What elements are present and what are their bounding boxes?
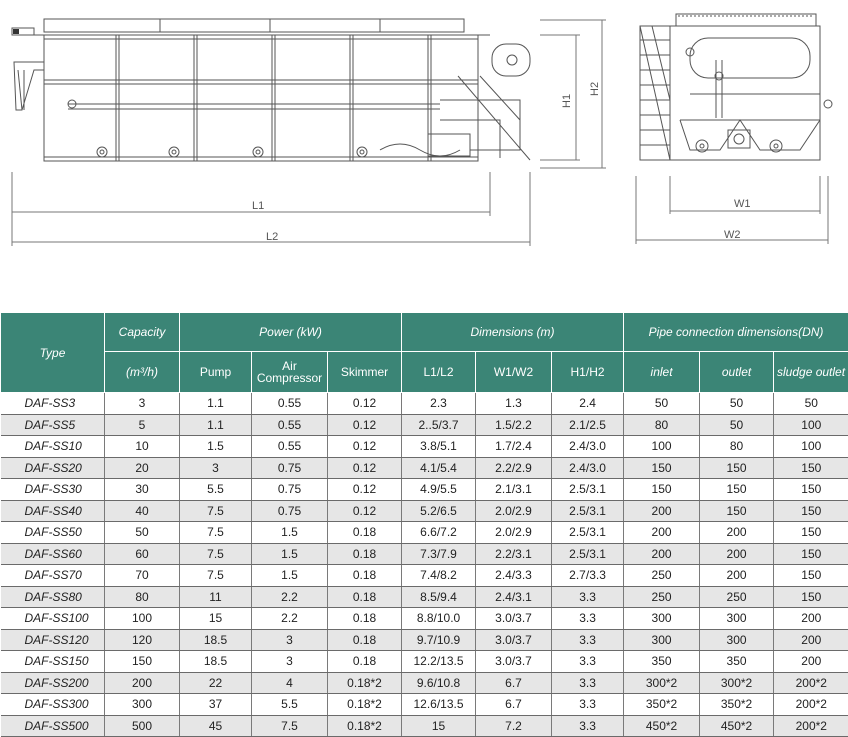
table-row [1,393,848,415]
equipment-drawing [0,0,848,300]
table-row [1,414,848,436]
type-cell: DAF-SS3 [1,393,105,415]
table-cell: 0.18*2 [328,694,402,716]
table-row [1,672,848,694]
table-cell: 250 [624,586,700,608]
table-cell: 150 [774,586,848,608]
table-cell: 3 [105,393,180,415]
header-inlet: inlet [624,352,700,393]
table-cell: 200 [774,629,848,651]
header-capacity: Capacity [105,313,180,352]
table-cell: 450*2 [700,715,774,737]
table-cell: 300 [700,629,774,651]
table-cell: 350*2 [700,694,774,716]
table-cell: 150 [774,522,848,544]
table-cell: 300*2 [624,672,700,694]
table-cell: 150 [700,479,774,501]
header-dimensions: Dimensions (m) [402,313,624,352]
label-w1: W1 [734,198,751,210]
table-cell: 200 [700,543,774,565]
header-type: Type [1,313,105,393]
type-cell: DAF-SS70 [1,565,105,587]
type-cell: DAF-SS30 [1,479,105,501]
table-cell: 12.6/13.5 [402,694,476,716]
table-cell: 200 [774,608,848,630]
table-cell: 3.3 [552,694,624,716]
table-cell: 0.18 [328,608,402,630]
table-cell: 22 [180,672,252,694]
table-cell: 0.18 [328,651,402,673]
table-row [1,436,848,458]
label-w2: W2 [724,229,741,241]
header-w1w2: W1/W2 [476,352,552,393]
table-cell: 0.18*2 [328,672,402,694]
table-row [1,694,848,716]
table-cell: 1.1 [180,393,252,415]
table-cell: 200*2 [774,672,848,694]
table-cell: 250 [700,586,774,608]
table-cell: 200*2 [774,694,848,716]
table-cell: 50 [105,522,180,544]
table-cell: 200 [624,522,700,544]
type-cell: DAF-SS80 [1,586,105,608]
table-cell: 45 [180,715,252,737]
type-cell: DAF-SS10 [1,436,105,458]
table-cell: 3.8/5.1 [402,436,476,458]
table-cell: 18.5 [180,651,252,673]
end-view [640,14,832,160]
table-cell: 5 [105,414,180,436]
table-cell: 2.4 [552,393,624,415]
table-cell: 0.75 [252,500,328,522]
table-cell: 2.2/3.1 [476,543,552,565]
table-cell: 0.12 [328,500,402,522]
table-cell: 300*2 [700,672,774,694]
table-cell: 150 [624,479,700,501]
table-cell: 37 [180,694,252,716]
header-l1l2: L1/L2 [402,352,476,393]
table-cell: 5.5 [180,479,252,501]
table-cell: 2.5/3.1 [552,522,624,544]
type-cell: DAF-SS50 [1,522,105,544]
table-cell: 150 [700,500,774,522]
table-cell: 2.0/2.9 [476,522,552,544]
table-cell: 3.3 [552,672,624,694]
table-cell: 0.55 [252,414,328,436]
table-cell: 100 [774,414,848,436]
table-cell: 20 [105,457,180,479]
table-cell: 18.5 [180,629,252,651]
table-cell: 5.5 [252,694,328,716]
table-cell: 0.75 [252,479,328,501]
header-sludge-outlet: sludge outlet [774,352,848,393]
table-cell: 80 [105,586,180,608]
side-dimensions [12,20,606,246]
table-row [1,457,848,479]
table-cell: 100 [105,608,180,630]
table-cell: 4 [252,672,328,694]
table-cell: 150 [774,543,848,565]
table-cell: 8.5/9.4 [402,586,476,608]
type-cell: DAF-SS300 [1,694,105,716]
header-capacity-unit: (m³/h) [105,352,180,393]
table-cell: 150 [700,457,774,479]
table-cell: 0.18 [328,565,402,587]
table-cell: 3.3 [552,715,624,737]
header-air-line1: Air [282,359,297,373]
table-cell: 0.18*2 [328,715,402,737]
table-cell: 50 [700,414,774,436]
table-cell: 0.12 [328,393,402,415]
table-cell: 15 [402,715,476,737]
table-cell: 100 [624,436,700,458]
table-cell: 6.7 [476,672,552,694]
table-cell: 50 [774,393,848,415]
table-cell: 0.18 [328,629,402,651]
table-cell: 1.5 [252,565,328,587]
table-cell: 2..5/3.7 [402,414,476,436]
table-cell: 1.7/2.4 [476,436,552,458]
table-cell: 10 [105,436,180,458]
header-h1h2: H1/H2 [552,352,624,393]
table-cell: 150 [774,457,848,479]
table-cell: 80 [700,436,774,458]
table-row [1,500,848,522]
table-cell: 50 [624,393,700,415]
table-cell: 300 [624,608,700,630]
table-row [1,608,848,630]
table-cell: 3 [252,651,328,673]
table-cell: 150 [105,651,180,673]
table-cell: 0.12 [328,457,402,479]
table-row [1,543,848,565]
table-cell: 15 [180,608,252,630]
table-cell: 120 [105,629,180,651]
table-cell: 2.4/3.3 [476,565,552,587]
table-cell: 2.0/2.9 [476,500,552,522]
table-cell: 7.5 [180,565,252,587]
header-pipe: Pipe connection dimensions(DN) [624,313,848,352]
table-cell: 2.2 [252,608,328,630]
table-cell: 2.4/3.1 [476,586,552,608]
label-h2: H2 [589,82,601,96]
table-cell: 100 [774,436,848,458]
table-cell: 60 [105,543,180,565]
table-cell: 7.5 [180,522,252,544]
table-row [1,715,848,737]
table-cell: 9.7/10.9 [402,629,476,651]
table-cell: 7.2 [476,715,552,737]
table-cell: 6.7 [476,694,552,716]
header-air-compressor [252,352,328,393]
table-cell: 1.5 [252,543,328,565]
table-cell: 7.5 [180,543,252,565]
table-cell: 2.5/3.1 [552,479,624,501]
side-view [12,19,530,161]
table-row [1,586,848,608]
table-cell: 200 [105,672,180,694]
label-h1: H1 [561,94,573,108]
table-cell: 40 [105,500,180,522]
table-cell: 150 [774,565,848,587]
table-cell: 7.4/8.2 [402,565,476,587]
table-cell: 200 [624,543,700,565]
table-cell: 30 [105,479,180,501]
table-cell: 3.0/3.7 [476,651,552,673]
table-cell: 450*2 [624,715,700,737]
table-cell: 200 [700,522,774,544]
table-cell: 4.1/5.4 [402,457,476,479]
type-cell: DAF-SS150 [1,651,105,673]
table-cell: 2.3 [402,393,476,415]
table-cell: 11 [180,586,252,608]
table-cell: 2.7/3.3 [552,565,624,587]
table-cell: 150 [774,479,848,501]
table-cell: 1.1 [180,414,252,436]
table-cell: 3.3 [552,629,624,651]
table-cell: 5.2/6.5 [402,500,476,522]
table-cell: 1.5 [180,436,252,458]
table-cell: 0.18 [328,543,402,565]
header-air-line2: Compressor [257,371,322,385]
table-cell: 300 [700,608,774,630]
table-cell: 200 [700,565,774,587]
header-power: Power (kW) [180,313,402,352]
table-cell: 150 [774,500,848,522]
table-cell: 0.12 [328,414,402,436]
table-cell: 2.1/3.1 [476,479,552,501]
table-cell: 7.5 [180,500,252,522]
table-cell: 2.4/3.0 [552,436,624,458]
table-row [1,479,848,501]
table-cell: 80 [624,414,700,436]
table-cell: 3.0/3.7 [476,629,552,651]
table-cell: 3.0/3.7 [476,608,552,630]
table-cell: 50 [700,393,774,415]
label-l2: L2 [266,231,278,243]
table-cell: 300 [105,694,180,716]
type-cell: DAF-SS120 [1,629,105,651]
table-cell: 350 [700,651,774,673]
table-cell: 200*2 [774,715,848,737]
table-cell: 3 [180,457,252,479]
table-cell: 150 [624,457,700,479]
table-cell: 7.5 [252,715,328,737]
table-cell: 2.2/2.9 [476,457,552,479]
table-cell: 3.3 [552,608,624,630]
type-cell: DAF-SS500 [1,715,105,737]
table-cell: 6.6/7.2 [402,522,476,544]
type-cell: DAF-SS60 [1,543,105,565]
table-cell: 0.18 [328,586,402,608]
header-pump: Pump [180,352,252,393]
type-cell: DAF-SS5 [1,414,105,436]
table-cell: 9.6/10.8 [402,672,476,694]
table-cell: 0.55 [252,436,328,458]
type-cell: DAF-SS100 [1,608,105,630]
table-cell: 2.4/3.0 [552,457,624,479]
table-cell: 1.5/2.2 [476,414,552,436]
table-cell: 500 [105,715,180,737]
table-cell: 70 [105,565,180,587]
table-cell: 1.5 [252,522,328,544]
table-row [1,651,848,673]
type-cell: DAF-SS40 [1,500,105,522]
table-cell: 3 [252,629,328,651]
table-cell: 2.5/3.1 [552,500,624,522]
table-cell: 0.55 [252,393,328,415]
table-cell: 0.75 [252,457,328,479]
table-cell: 0.12 [328,479,402,501]
table-cell: 3.3 [552,586,624,608]
table-cell: 12.2/13.5 [402,651,476,673]
label-l1: L1 [252,200,264,212]
table-cell: 350*2 [624,694,700,716]
table-cell: 2.2 [252,586,328,608]
table-cell: 8.8/10.0 [402,608,476,630]
header-outlet: outlet [700,352,774,393]
table-cell: 7.3/7.9 [402,543,476,565]
table-cell: 0.12 [328,436,402,458]
table-row [1,629,848,651]
table-cell: 250 [624,565,700,587]
spec-table [0,312,848,737]
table-row [1,565,848,587]
table-cell: 2.5/3.1 [552,543,624,565]
table-row [1,522,848,544]
type-cell: DAF-SS20 [1,457,105,479]
header-skimmer: Skimmer [328,352,402,393]
table-cell: 0.18 [328,522,402,544]
table-cell: 300 [624,629,700,651]
table-cell: 200 [624,500,700,522]
table-cell: 4.9/5.5 [402,479,476,501]
table-cell: 350 [624,651,700,673]
type-cell: DAF-SS200 [1,672,105,694]
table-cell: 3.3 [552,651,624,673]
table-cell: 2.1/2.5 [552,414,624,436]
table-cell: 200 [774,651,848,673]
table-cell: 1.3 [476,393,552,415]
